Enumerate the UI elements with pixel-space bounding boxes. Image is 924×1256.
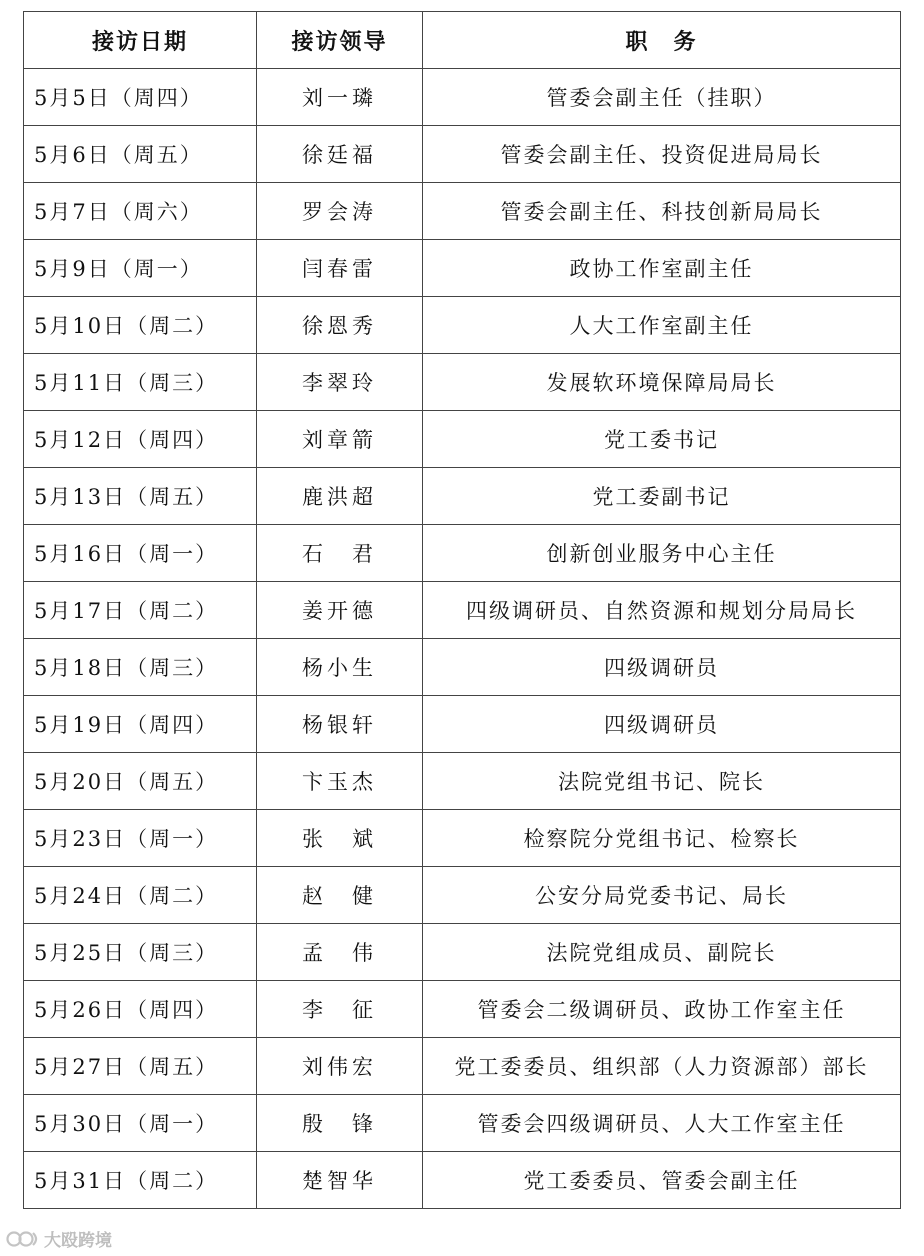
table-row bbox=[24, 1152, 901, 1209]
cell-date: 5月10日（周二） bbox=[24, 297, 257, 354]
header-date: 接访日期 bbox=[24, 12, 257, 69]
cell-position: 四级调研员 bbox=[423, 639, 901, 696]
cell-date: 5月26日（周四） bbox=[24, 981, 257, 1038]
cell-position: 创新创业服务中心主任 bbox=[423, 525, 901, 582]
table-row bbox=[24, 1095, 901, 1152]
cell-position: 法院党组成员、副院长 bbox=[423, 924, 901, 981]
cell-leader: 罗会涛 bbox=[257, 183, 423, 240]
table-row bbox=[24, 810, 901, 867]
cell-leader: 刘伟宏 bbox=[257, 1038, 423, 1095]
table-row bbox=[24, 1038, 901, 1095]
cell-date: 5月18日（周三） bbox=[24, 639, 257, 696]
cell-leader: 卞玉杰 bbox=[257, 753, 423, 810]
cell-date: 5月30日（周一） bbox=[24, 1095, 257, 1152]
table-row bbox=[24, 639, 901, 696]
cell-leader: 楚智华 bbox=[257, 1152, 423, 1209]
cell-date: 5月25日（周三） bbox=[24, 924, 257, 981]
table-row bbox=[24, 183, 901, 240]
cell-date: 5月6日（周五） bbox=[24, 126, 257, 183]
watermark bbox=[6, 1226, 112, 1251]
cell-date: 5月7日（周六） bbox=[24, 183, 257, 240]
cell-position: 发展软环境保障局局长 bbox=[423, 354, 901, 411]
table-row bbox=[24, 354, 901, 411]
cell-position: 公安分局党委书记、局长 bbox=[423, 867, 901, 924]
table-row bbox=[24, 468, 901, 525]
header-row bbox=[24, 12, 901, 69]
cell-leader: 闫春雷 bbox=[257, 240, 423, 297]
header-leader: 接访领导 bbox=[257, 12, 423, 69]
table-row bbox=[24, 240, 901, 297]
cell-leader: 杨银轩 bbox=[257, 696, 423, 753]
cell-date: 5月19日（周四） bbox=[24, 696, 257, 753]
cell-date: 5月27日（周五） bbox=[24, 1038, 257, 1095]
cell-leader: 杨小生 bbox=[257, 639, 423, 696]
table-row bbox=[24, 411, 901, 468]
cell-position: 检察院分党组书记、检察长 bbox=[423, 810, 901, 867]
cell-date: 5月20日（周五） bbox=[24, 753, 257, 810]
cell-position: 四级调研员、自然资源和规划分局局长 bbox=[423, 582, 901, 639]
cell-date: 5月11日（周三） bbox=[24, 354, 257, 411]
table-row bbox=[24, 981, 901, 1038]
table-row bbox=[24, 924, 901, 981]
cell-date: 5月23日（周一） bbox=[24, 810, 257, 867]
cell-date: 5月9日（周一） bbox=[24, 240, 257, 297]
cell-leader: 徐廷福 bbox=[257, 126, 423, 183]
cell-leader: 赵 健 bbox=[257, 867, 423, 924]
watermark-text: 大殴跨境 bbox=[44, 1231, 112, 1251]
cell-leader: 徐恩秀 bbox=[257, 297, 423, 354]
table-row bbox=[24, 525, 901, 582]
cell-position: 人大工作室副主任 bbox=[423, 297, 901, 354]
cell-leader: 鹿洪超 bbox=[257, 468, 423, 525]
cell-position: 法院党组书记、院长 bbox=[423, 753, 901, 810]
cell-position: 管委会四级调研员、人大工作室主任 bbox=[423, 1095, 901, 1152]
cell-leader: 刘一璘 bbox=[257, 69, 423, 126]
cell-position: 管委会副主任、投资促进局局长 bbox=[423, 126, 901, 183]
cell-leader: 孟 伟 bbox=[257, 924, 423, 981]
schedule-table bbox=[23, 11, 901, 1209]
cell-leader: 殷 锋 bbox=[257, 1095, 423, 1152]
cell-position: 党工委委员、组织部（人力资源部）部长 bbox=[423, 1038, 901, 1095]
table-row bbox=[24, 582, 901, 639]
cell-position: 管委会二级调研员、政协工作室主任 bbox=[423, 981, 901, 1038]
cell-leader: 李 征 bbox=[257, 981, 423, 1038]
cell-position: 党工委副书记 bbox=[423, 468, 901, 525]
cell-position: 党工委书记 bbox=[423, 411, 901, 468]
cell-date: 5月12日（周四） bbox=[24, 411, 257, 468]
table-row bbox=[24, 297, 901, 354]
cell-position: 四级调研员 bbox=[423, 696, 901, 753]
cell-date: 5月24日（周二） bbox=[24, 867, 257, 924]
table-row bbox=[24, 867, 901, 924]
cell-leader: 张 斌 bbox=[257, 810, 423, 867]
cell-position: 管委会副主任（挂职） bbox=[423, 69, 901, 126]
table-row bbox=[24, 696, 901, 753]
cell-position: 党工委委员、管委会副主任 bbox=[423, 1152, 901, 1209]
cell-leader: 姜开德 bbox=[257, 582, 423, 639]
table-row bbox=[24, 126, 901, 183]
table-row bbox=[24, 69, 901, 126]
header-position: 职 务 bbox=[423, 12, 901, 69]
cell-date: 5月31日（周二） bbox=[24, 1152, 257, 1209]
cell-date: 5月17日（周二） bbox=[24, 582, 257, 639]
cell-leader: 李翠玲 bbox=[257, 354, 423, 411]
cell-date: 5月13日（周五） bbox=[24, 468, 257, 525]
cell-position: 政协工作室副主任 bbox=[423, 240, 901, 297]
cell-date: 5月16日（周一） bbox=[24, 525, 257, 582]
cell-date: 5月5日（周四） bbox=[24, 69, 257, 126]
table-row bbox=[24, 753, 901, 810]
logo-mark-icon bbox=[6, 1228, 40, 1250]
cell-position: 管委会副主任、科技创新局局长 bbox=[423, 183, 901, 240]
cell-leader: 刘章箭 bbox=[257, 411, 423, 468]
cell-leader: 石 君 bbox=[257, 525, 423, 582]
